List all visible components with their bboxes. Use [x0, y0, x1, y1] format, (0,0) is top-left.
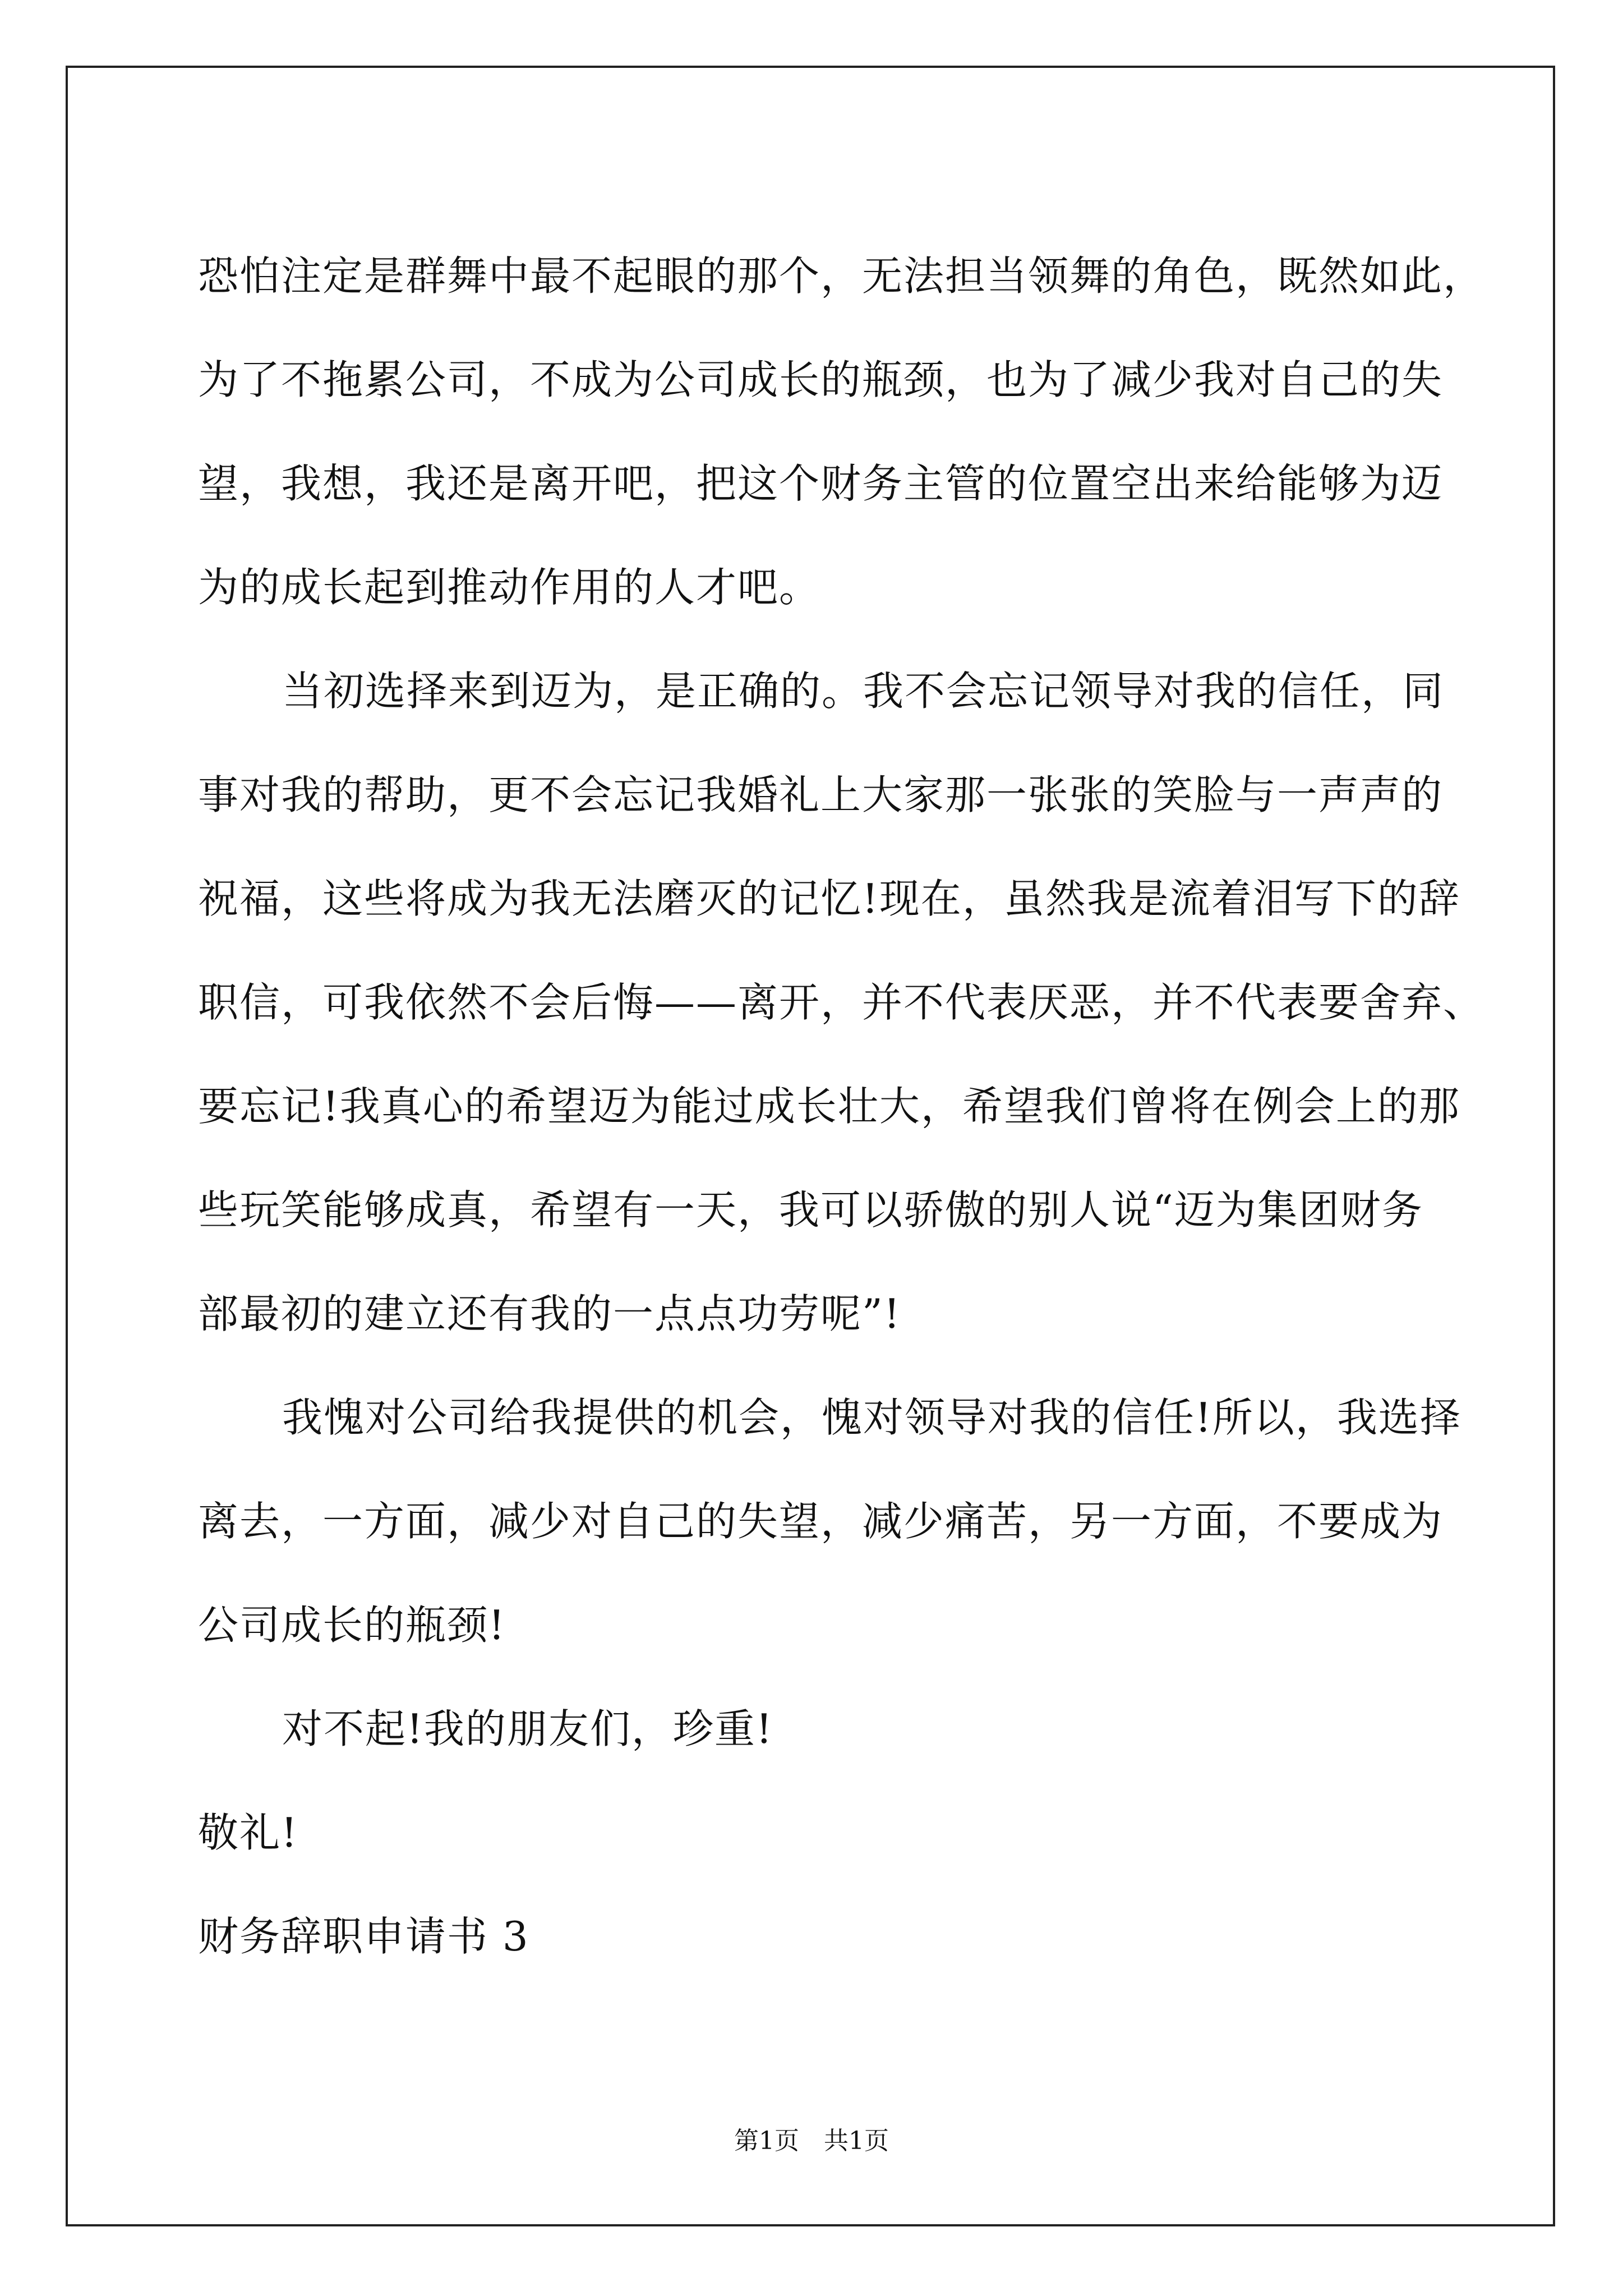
text-line-8: 职信，可我依然不会后悔——离开，并不代表厌恶，并不代表要舍弃、	[198, 979, 1485, 1026]
text-line-7: 祝福，这些将成为我无法磨灭的记忆!现在，虽然我是流着泪写下的辞	[198, 875, 1460, 922]
text-line-3: 望，我想，我还是离开吧，把这个财务主管的位置空出来给能够为迈	[198, 460, 1444, 507]
text-line-9: 要忘记!我真心的希望迈为能过成长壮大，希望我们曾将在例会上的那	[198, 1083, 1460, 1130]
text-line-10: 些玩笑能够成真，希望有一天，我可以骄傲的别人说“迈为集团财务	[198, 1186, 1423, 1234]
section-title: 财务辞职申请书 3	[198, 1913, 529, 1960]
text-line-5: 当初选择来到迈为，是正确的。我不会忘记领导对我的信任，同	[282, 668, 1445, 715]
salutation: 敬礼!	[198, 1809, 298, 1856]
document-body	[198, 224, 1485, 1989]
text-line-15: 对不起!我的朋友们，珍重!	[282, 1705, 773, 1752]
text-line-13: 离去，一方面，减少对自己的失望，减少痛苦，另一方面，不要成为	[198, 1498, 1444, 1545]
page-footer: 第1页 共1页	[734, 2127, 889, 2155]
text-line-1: 恐怕注定是群舞中最不起眼的那个，无法担当领舞的角色，既然如此，	[198, 252, 1485, 300]
text-line-11: 部最初的建立还有我的一点点功劳呢”!	[198, 1290, 901, 1337]
text-line-4: 为的成长起到推动作用的人才吧。	[198, 564, 821, 611]
text-line-2: 为了不拖累公司，不成为公司成长的瓶颈，也为了减少我对自己的失	[198, 356, 1444, 403]
text-line-6: 事对我的帮助，更不会忘记我婚礼上大家那一张张的笑脸与一声声的	[198, 771, 1444, 818]
text-line-12: 我愧对公司给我提供的机会，愧对领导对我的信任!所以，我选择	[282, 1394, 1461, 1441]
text-line-14: 公司成长的瓶颈!	[198, 1602, 506, 1649]
